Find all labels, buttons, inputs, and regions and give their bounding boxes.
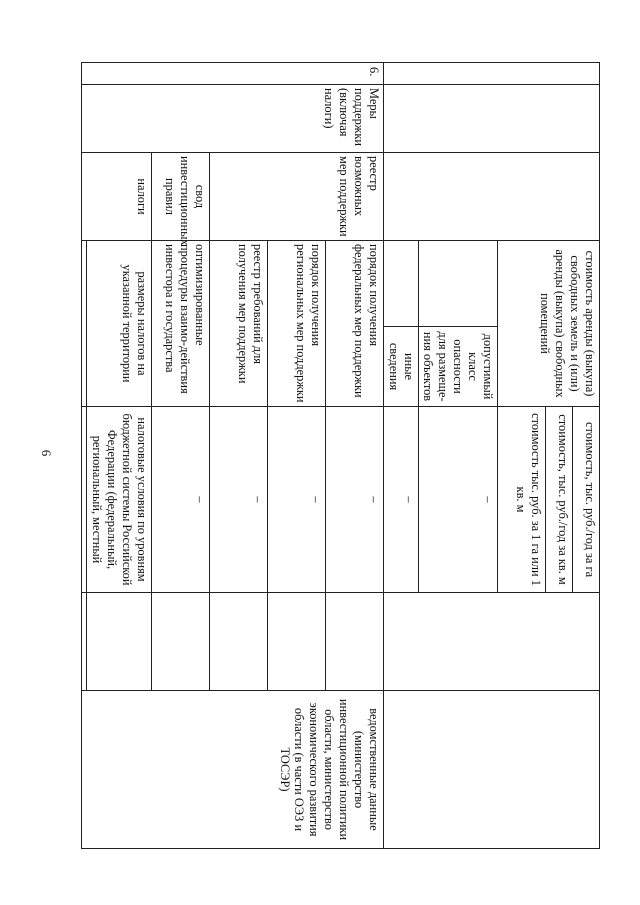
number-cell: [383, 63, 599, 85]
table-row: [325, 63, 383, 849]
unit-subtable: [498, 407, 599, 592]
section-cell: [383, 85, 599, 153]
hazard-class-cell: допустимый класс опасности для размеще-ния объектов: [418, 327, 497, 407]
empty-cell: [325, 593, 383, 691]
rotated-table-container: [92, 62, 600, 848]
data-table: [81, 62, 600, 849]
empty-cell: [383, 593, 599, 691]
empty-cell: [82, 593, 87, 691]
tax-conditions-cell: налоговые условия по уровням бюджетной системы Российской Федерации (федеральный, региональный, местный: [87, 407, 152, 593]
empty-cell: [82, 241, 87, 407]
dash-cell: –: [209, 407, 267, 593]
empty-cell: [87, 593, 152, 691]
empty-cell: [151, 593, 209, 691]
federal-cell: порядок получения федеральных мер поддержки: [325, 241, 383, 407]
empty-cell: [383, 691, 599, 849]
empty-cell: [267, 593, 325, 691]
code-cell: свод инвестиционных правил: [151, 153, 209, 241]
dash-cell: –: [267, 407, 325, 593]
dash-cell: –: [325, 407, 383, 593]
tax-sizes-cell: размеры налогов на указанной территории: [87, 241, 152, 407]
page-number: 6: [39, 449, 54, 457]
regional-cell: порядок получения региональных мер поддержки: [267, 241, 325, 407]
table-row: [566, 63, 600, 849]
unit-cell: [498, 407, 600, 593]
unit-ha: стоимость, тыс. руб./год за га: [572, 407, 599, 592]
requirements-cell: реестр требований для получения мер поддержки: [209, 241, 267, 407]
dash-cell: –: [418, 407, 497, 593]
subsection-cell: [383, 153, 599, 241]
row-number: 6.: [82, 63, 384, 85]
unit-m2: стоимость, тыс. руб./год за кв. м: [545, 407, 572, 592]
taxes-cell: налоги: [82, 153, 152, 241]
source-cell: ведомственные данные (министерство инвестиционной политики области, министерство экономического развития области (в части ОЭЗ и ТОСЭР): [82, 691, 384, 849]
empty-cell: [383, 241, 418, 327]
empty-cell: [82, 407, 87, 593]
procedures-cell: оптимизированные процедуры взаимо-действия инвестора и государства: [151, 241, 209, 407]
section-title: Меры поддержки (включая налоги): [82, 85, 384, 153]
registry-cell: реестр возможных мер поддержки: [209, 153, 383, 241]
other-info-cell: иные сведения: [383, 327, 418, 407]
empty-cell: [418, 241, 497, 327]
dash-cell: –: [383, 407, 418, 593]
lease-cost-cell: стоимость аренды (выкупа) свободных земель и (или) аренды (выкупа) свободных помещений: [498, 241, 600, 407]
dash-cell: –: [151, 407, 209, 593]
empty-cell: [209, 593, 267, 691]
unit-ha-or-m2: стоимость тыс. руб. за 1 га или 1 кв. м: [513, 413, 543, 586]
